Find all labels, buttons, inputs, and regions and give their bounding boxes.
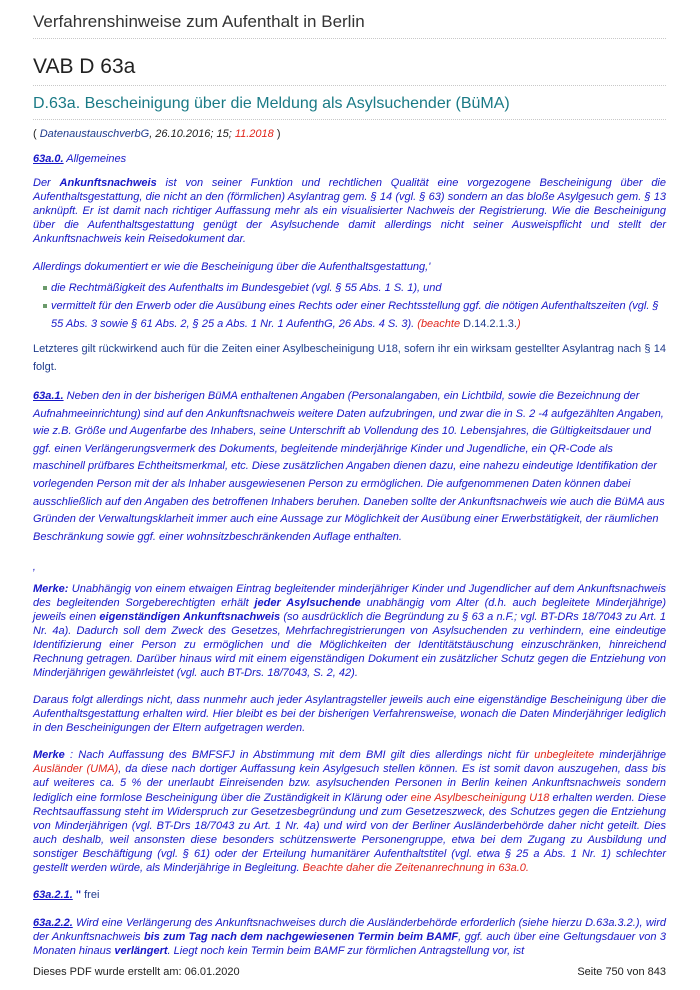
note-merke-2: Merke : Nach Auffassung des BMFSFJ in Abstimmung mit dem BMI gilt dies allerdings nicht für unbegleitete minderjährige Ausländer (UMA), da diese nach dortiger Auffassung kein Asylgesuch stellen können. Es ist somit davon auszugehen, dass bis auf weiteres ca. 5 % der unerlaubt Einreisenden bzw. asylsuchenden Personen in Berlin keinen Ankunftsnachweis sondern lediglich eine formlose Bescheinigung über die Zuständigkeit in Klärung oder eine Asylbescheinigung U18 erhalten werden. Diese Rechtsauffassung steht im Widerspruch zur Gesetzesbegründung und zum Gesetzeszweck, des Schutzes gegen die Entziehung von Minderjährigen (vgl. BT-Drs 18/7043 zu Art. 1 Nr. 4a) und wird von der Berliner Ausländerbehörde daher nicht geteilt. Dies auch deshalb, weil ansonsten diese besonders schützenswerte Personengruppe, etwa bei dem Zugang zu Ausbildung und sonstiger Beschäftigung (vgl. § 61) oder der Erteilung humanitärer Aufenthaltstitel (vgl. etwa § 25 a Abs. 1 Nr. 1) schlechter gestellt werden würde, als Minderjährige in Begleitung. Beachte daher die Zeitenanrechnung in 63a.0. — [33, 749, 667, 874]
section-63a21: 63a.2.1. " frei — [33, 889, 100, 901]
law-link[interactable]: DatenaustauschverbG — [39, 128, 150, 140]
rights-list — [33, 280, 666, 333]
page-number: Seite 750 von 843 — [577, 966, 666, 978]
site-title: Verfahrenshinweise zum Aufenthalt in Berlin — [33, 12, 666, 39]
created-date: Dieses PDF wurde erstellt am: 06.01.2020 — [33, 966, 240, 978]
merke-label: Merke: — [33, 582, 69, 595]
section-63a0-heading: 63a.0. Allgemeines — [33, 153, 127, 165]
list-item: die Rechtmäßigkeit des Aufenthalts im Bundesgebiet (vgl. § 55 Abs. 1 S. 1), und — [33, 280, 666, 298]
paragraph-allerdings: Allerdings dokumentiert er wie die Bescheinigung über die Aufenthaltsgestattung,' — [33, 261, 431, 274]
page — [33, 0, 666, 958]
page-footer — [33, 966, 666, 978]
merke-label: Merke — [33, 749, 65, 762]
list-item: vermittelt für den Erwerb oder die Ausübung eines Rechts oder einer Rechtsstellung ggf. die nötigen Aufenthaltszeiten (vgl. § 55 Abs. 3 sowie § 61 Abs. 2, § 25 a Abs. 1 Nr. 1 AufenthG, 26 Abs. 4 S. 3). (beachte D.14.2.1.3.) — [33, 298, 666, 334]
reference-line: ( DatenaustauschverbG, 26.10.2016; 15; 11.2018 ) — [33, 128, 281, 140]
reference-link-d14[interactable]: D.14.2.1.3. — [463, 318, 517, 331]
section-anchor-63a1[interactable]: 63a.1. — [33, 390, 64, 403]
bullet-icon — [43, 304, 47, 308]
date-link[interactable]: 11.2018 — [234, 128, 274, 140]
bullet-icon — [43, 286, 47, 290]
paragraph-letzteres: Letzteres gilt rückwirkend auch für die Zeiten einer Asylbescheinigung U18, sofern ihr ein wirksam gestellter Asylantrag nach § 14 folgt. — [33, 342, 666, 373]
note-merke-1: Merke: Unabhängig von einem etwaigen Eintrag begleitender minderjähriger Kinder und Jugendlicher auf dem Ankunftsnachweis des begleitenden Sorgeberechtigten erhält jeder Asylsuchende unabhängig vom Alter (d.h. auch begleitete Minderjährige) jeweils einen eigenständigen Ankunftsnachweis (so ausdrücklich die Begründung zu § 63 a n.F.; vgl. BT-DRs 18/7043 zu Art. 1 Nr. 4a). Dadurch soll dem Zweck des Gesetzes, Mehrfachregistrierungen von Asylsuchenden zu verhindern, eine eindeutige Identifizierung einer Person zu ermöglichen und die Möglichkeiten der Identitätstäuschung einzuschränken, hinreichend Rechnung getragen. Darüber hinaus wird mit einem eigenständigen Dokument ein zusätzlicher Schutz gegen die Entziehung von Minderjährigen gewährleistet (vgl. auch BT-Drs. 18/7043, S. 2, 42). — [33, 582, 667, 679]
stray-mark: ‚ — [33, 561, 36, 574]
section-title: D.63a. Bescheinigung über die Meldung als Asylsuchender (BüMA) — [33, 95, 666, 120]
document-code: VAB D 63a — [33, 55, 666, 86]
paragraph-daraus: Daraus folgt allerdings nicht, dass nunmehr auch jeder Asylantragsteller jeweils auch eine eigenständige Bescheinigung über die Aufenthaltsgestattung erhalten wird. Hier bleibt es bei der bisherigen Verfahrensweise, wonach die Daten Minderjähriger lediglich in den Bescheinigungen der Eltern aufgetragen werden. — [33, 694, 666, 735]
paragraph-63a22: 63a.2.2. Wird eine Verlängerung des Ankunftsnachweises durch die Ausländerbehörde erforderlich (siehe hierzu D.63a.3.2.), wird der Ankunftsnachweis bis zum Tag nach dem nachgewiesenen Termin beim BAMF, ggf. auch über eine Geltungsdauer von 3 Monaten hinaus verlängert. Liegt noch kein Termin beim BAMF zur förmlichen Antragstellung vor, ist — [33, 917, 666, 958]
section-anchor-63a21[interactable]: 63a.2.1. — [33, 889, 73, 901]
paragraph-ankunftsnachweis: Der Ankunftsnachweis ist von seiner Funktion und rechtlichen Qualität eine vorgezogene Bescheinigung über die Aufenthaltsgestattung, die nicht an den (förmlichen) Asylantrag gem. § 14 (vgl. § 63) sondern an das bloße Asylgesuch gem. § 13 anknüpft. Er ist damit nach richtiger Auffassung mehr als ein visualisierter Nachweis der Registrierung. Wie die Bescheinigung über die Aufenthaltsgestattung genügt der Asylsuchende damit allerdings nicht seiner Ausweispflicht und stellt der Ankunftsnachweis kein Reisedokument dar. — [33, 177, 666, 246]
section-anchor-63a0[interactable]: 63a.0. — [33, 153, 64, 165]
paragraph-63a1: 63a.1. Neben den in der bisherigen BüMA enthaltenen Angaben (Personalangaben, ein Lichtbild, sowie die Bezeichnung der Aufnahmeeinrichtung) sind auf den Ankunftsnachweis weitere Daten aufzubringen, und zwar die in S. 2 -4 aufgezählten Angaben, wie z.B. Größe und Augenfarbe des Inhabers, seine Unterschrift ab Vollendung des 10. Lebensjahres, die Gültigkeitsdauer und ggf. einen Verlängerungsvermerk des Dokuments, begleitende minderjährige Kinder und Jugendliche, ein QR-Code als maschinell prüfbares Echtheitsmerkmal, etc. Diese zusätzlichen Angaben dienen dazu, eine nahezu eindeutige Identifikation der vorlegenden Person mit der als Inhaber ausgewiesenen Person zu ermöglichen. Die aufgenommenen Daten können dabei ausschließlich auf den Angaben des betroffenen Inhabers beruhen. Daneben sollte der Ankunftsnachweis wie auch die BüMA aus Gründen der Verwaltungsklarheit immer auch eine Aussage zur Möglichkeit der Ausübung einer Erwerbstätigkeit, der räumlichen Beschränkung sowie ggf. einer wohnsitzbeschränkenden Auflage enthalten. — [33, 390, 665, 543]
section-anchor-63a22[interactable]: 63a.2.2. — [33, 917, 73, 930]
